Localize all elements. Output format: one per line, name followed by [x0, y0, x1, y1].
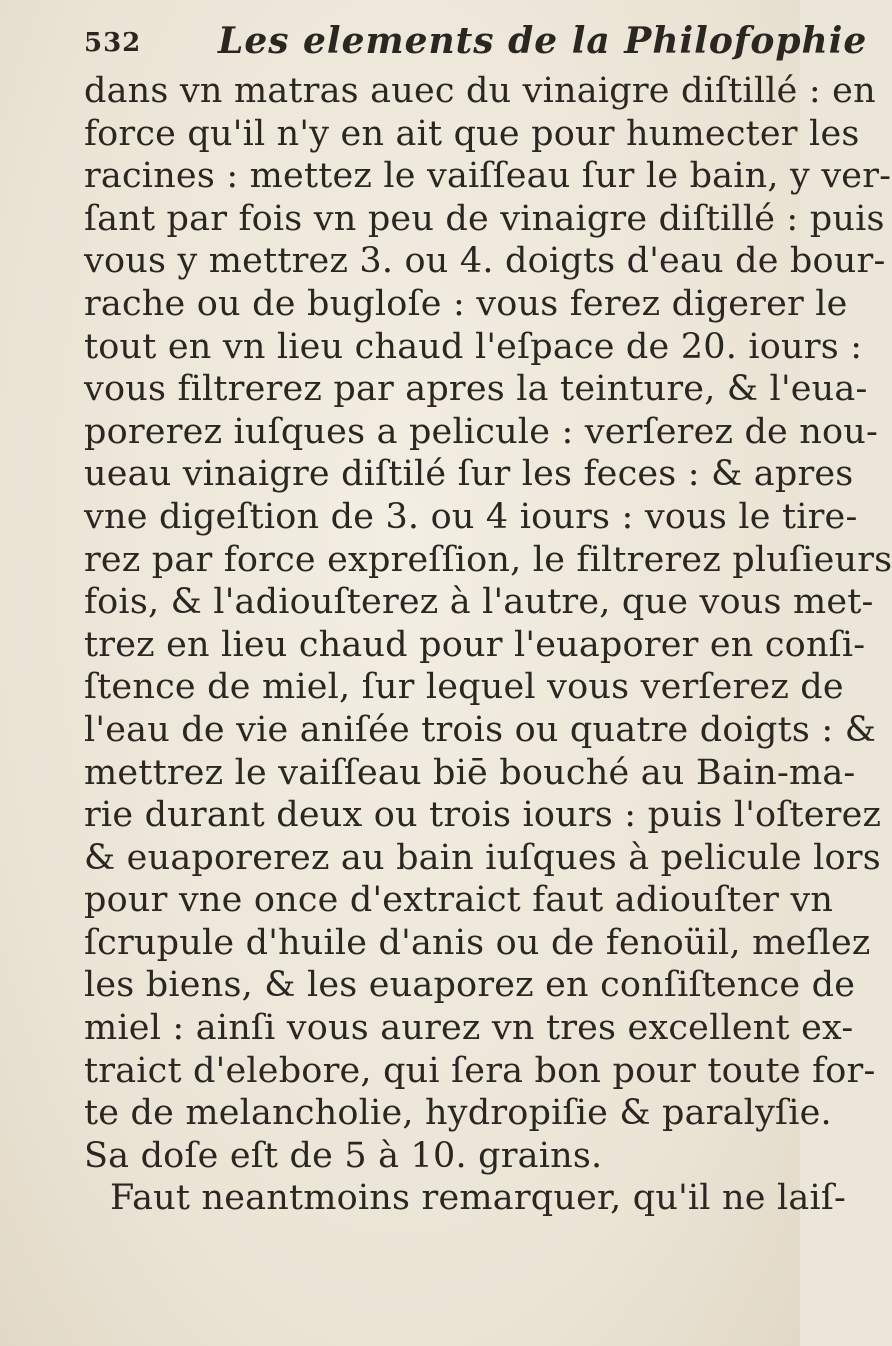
- text-line: Faut neantmoins remarquer, qu'il ne laiſ-: [110, 1178, 847, 1219]
- page-number: 532: [84, 28, 142, 58]
- text-line: ſcrupule d'huile d'anis ou de fenoüil, meſlez: [84, 922, 871, 963]
- text-line: trez en lieu chaud pour l'euaporer en conſi-: [84, 624, 866, 665]
- body-text: [84, 70, 892, 1220]
- text-line: les biens, & les euaporez en conſiſtence de: [84, 965, 856, 1006]
- text-line: fois, & l'adiouſterez à l'autre, que vous met-: [84, 582, 874, 623]
- text-line: ſtence de miel, ſur lequel vous verſerez de: [84, 667, 844, 708]
- text-line: rez par force expreſſion, le filtrerez pluſieurs: [84, 539, 892, 580]
- text-line: racines : mettez le vaiſſeau ſur le bain, y ver-: [84, 156, 892, 197]
- text-line: ueau vinaigre diſtilé ſur les feces : & apres: [84, 454, 854, 495]
- text-line: vous y mettrez 3. ou 4. doigts d'eau de bour-: [84, 241, 886, 282]
- text-line: ſant par fois vn peu de vinaigre diſtillé : puis: [84, 198, 885, 239]
- text-line: vous filtrerez par apres la teinture, & l'eua-: [84, 369, 868, 410]
- running-title: Les elements de la Philofophie: [218, 20, 868, 62]
- text-line: force qu'il n'y en ait que pour humecter les: [84, 113, 860, 154]
- text-line: mettrez le vaiſſeau biē bouché au Bain-ma-: [84, 752, 856, 793]
- text-line: traict d'elebore, qui ſera bon pour toute for-: [84, 1050, 876, 1091]
- text-line: vne digeſtion de 3. ou 4 iours : vous le tire-: [84, 496, 858, 537]
- text-line: rie durant deux ou trois iours : puis l'oſterez: [84, 795, 882, 836]
- text-line: pour vne once d'extraict faut adiouſter vn: [84, 880, 834, 921]
- page-header: [84, 14, 868, 62]
- text-line: porerez iuſques a pelicule : verſerez de nou-: [84, 411, 879, 452]
- text-line: Sa doſe eſt de 5 à 10. grains.: [84, 1135, 603, 1176]
- text-line: miel : ainſi vous aurez vn tres excellent ex-: [84, 1008, 854, 1049]
- text-line: tout en vn lieu chaud l'eſpace de 20. iours :: [84, 326, 863, 367]
- text-line: te de melancholie, hydropiſie & paralyſie.: [84, 1093, 832, 1134]
- text-line: rache ou de bugloſe : vous ferez digerer le: [84, 283, 848, 324]
- text-line: l'eau de vie aniſée trois ou quatre doigts : &: [84, 709, 877, 750]
- text-line: dans vn matras auec du vinaigre diſtillé : en: [84, 71, 876, 111]
- text-line: & euaporerez au bain iuſques à pelicule lors: [84, 837, 881, 878]
